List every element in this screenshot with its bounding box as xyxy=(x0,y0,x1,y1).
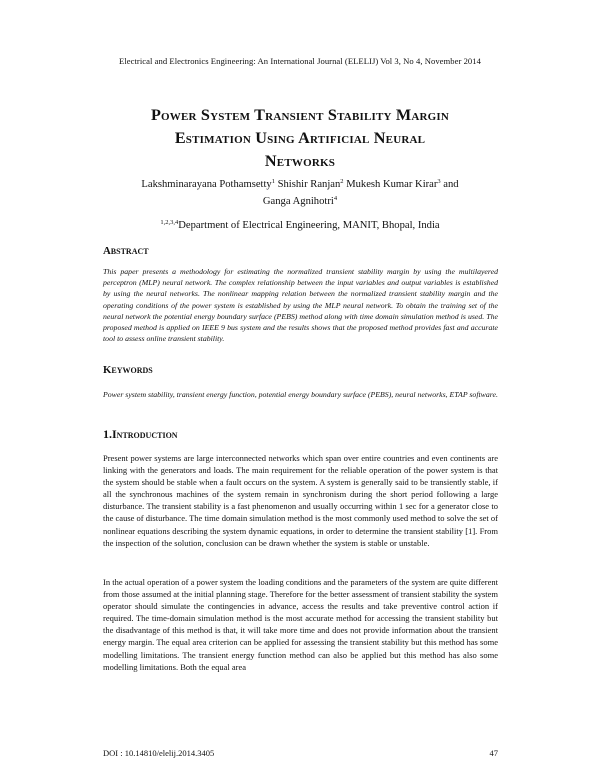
section-title: Introduction xyxy=(112,427,178,441)
author-2-superscript: 2 xyxy=(340,178,344,185)
page-number: 47 xyxy=(489,748,498,758)
intro-paragraph-2: In the actual operation of a power system the loading conditions and the parameters of the system are quite different from those assumed at the initial planning stage. Therefore for the better assessment of transient stability the system operator should simulate the contingencies in advance, access the results and take preventive control action if required. The time-domain simulation method is the most accurate method for accessing the transient stability but the disadvantage of this method is that, it will take more time and does not provide information about the transient energy margin. The equal area criterion can be applied for assessing the transient stability but this method has some modelling limitations. The transient energy function method can also be applied but this method has also some modelling limitations. Both the equal area xyxy=(103,577,498,672)
author-list xyxy=(110,176,490,210)
author-conjunction: and xyxy=(440,179,459,190)
section-number: 1. xyxy=(103,427,112,441)
affiliation-superscript: 1,2,3,4 xyxy=(160,219,179,226)
title-line-1: Power System Transient Stability Margin xyxy=(150,106,450,124)
author-line-1 xyxy=(110,176,490,193)
affiliation xyxy=(100,220,500,231)
paper-title xyxy=(70,104,530,173)
affiliation-text: Department of Electrical Engineering, MANIT, Bhopal, India xyxy=(178,220,440,231)
author-4-superscript: 4 xyxy=(333,195,338,202)
author-1-superscript: 1 xyxy=(271,178,275,185)
abstract-heading: Abstract xyxy=(103,245,149,257)
title-line-3: Networks xyxy=(264,152,336,170)
author-3-name: Mukesh Kumar Kirar xyxy=(343,179,438,190)
abstract-body: This paper presents a methodology for estimating the normalized transient stability margin by using the multilayered perceptron (MLP) neural network. The complex relationship between the input variables and output variables is established by using the neural networks. The nonlinear mapping relation between the normalized transient stability margin and the operating conditions of the power system is established by using the MLP neural network. To obtain the training set of the neural network the potential energy boundary surface (PEBS) method along with time domain simulation method is used. The proposed method is applied on IEEE 9 bus system and the results shows that the proposed method provides fast and accurate tool to assess online transient stability. xyxy=(103,267,498,344)
keywords-body: Power system stability, transient energy function, potential energy boundary surface (PEBS), neural networks, ETAP software. xyxy=(103,390,498,399)
title-line-2: Estimation Using Artificial Neural xyxy=(174,129,426,147)
author-line-2 xyxy=(110,193,490,210)
author-3-superscript: 3 xyxy=(437,178,441,185)
author-1-name: Lakshminarayana Pothamsetty xyxy=(141,179,272,190)
author-2-name: Shishir Ranjan xyxy=(274,179,341,190)
introduction-heading xyxy=(103,427,178,442)
running-header: Electrical and Electronics Engineering: An International Journal (ELELIJ) Vol 3, No 4, November 2014 xyxy=(119,56,481,66)
intro-paragraph-1: Present power systems are large interconnected networks which span over entire countries and even continents are linking with the generators and loads. The main requirement for the reliable operation of the power system is that the system should be stable when a fault occurs on the system. A system is generally said to be transiently stable, if all the synchronous machines of the system remain in synchronism during the short period following a large disturbance. The transient stability is a fast phenomenon and usually occurring within 1 sec for a generator close to the cause of disturbance. The time domain simulation method is the most commonly used method to solve the set of nonlinear equations describing the system dynamic equations, in order to determine the transient stability [1]. From the inspection of the solution, conclusion can be drawn whether the system is stable or unstable. xyxy=(103,453,498,548)
author-4-name: Ganga Agnihotri xyxy=(262,196,334,207)
footer-doi: DOI : 10.14810/elelij.2014.3405 xyxy=(103,748,215,758)
keywords-heading: Keywords xyxy=(103,364,153,376)
